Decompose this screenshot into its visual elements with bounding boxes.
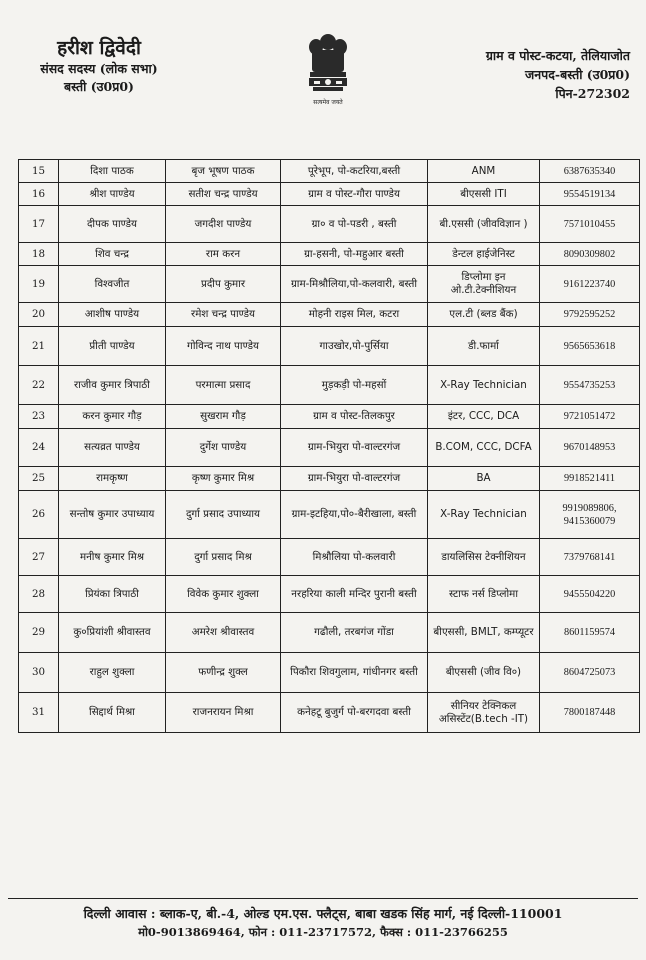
table-row — [19, 491, 640, 539]
candidate-name-cell: राजीव कुमार त्रिपाठी — [59, 366, 166, 405]
qualification-cell: B.COM, CCC, DCFA — [428, 429, 540, 467]
mobile-number-cell: 7800187448 — [540, 693, 640, 733]
father-name-cell: रमेश चन्द्र पाण्डेय — [166, 303, 281, 327]
mobile-number-cell: 9161223740 — [540, 266, 640, 303]
table-row — [19, 206, 640, 243]
qualification-cell: बीएससी ITI — [428, 183, 540, 206]
address-cell: गढौली, तरबगंज गोंडा — [281, 613, 428, 653]
candidate-name-cell: दीपक पाण्डेय — [59, 206, 166, 243]
address-cell: ग्रा० व पो-पडरी , बस्ती — [281, 206, 428, 243]
candidate-name-cell: दिशा पाठक — [59, 160, 166, 183]
mobile-number-cell: 8090309802 — [540, 243, 640, 266]
qualification-cell: सीनियर टेक्निकल असिस्टेंट(B.tech -IT) — [428, 693, 540, 733]
address-cell: मिश्रौलिया पो-कलवारी — [281, 539, 428, 576]
address-cell: ग्रा-हसनी, पो-महुआर बस्ती — [281, 243, 428, 266]
table-row — [19, 243, 640, 266]
mobile-number-cell: 8601159574 — [540, 613, 640, 653]
father-name-cell: दुर्गेश पाण्डेय — [166, 429, 281, 467]
mobile-number-cell: 9565653618 — [540, 327, 640, 366]
qualification-cell: BA — [428, 467, 540, 491]
candidate-name-cell: शिव चन्द्र — [59, 243, 166, 266]
father-name-cell: सतीश चन्द्र पाण्डेय — [166, 183, 281, 206]
father-name-cell: गोविन्द नाथ पाण्डेय — [166, 327, 281, 366]
row-number-cell: 15 — [19, 160, 59, 183]
row-number-cell: 27 — [19, 539, 59, 576]
candidate-name-cell: मनीष कुमार मिश्र — [59, 539, 166, 576]
qualification-cell: X-Ray Technician — [428, 491, 540, 539]
row-number-cell: 22 — [19, 366, 59, 405]
row-number-cell: 18 — [19, 243, 59, 266]
qualification-cell: डिप्लोमा इन ओ.टी.टेक्नीशियन — [428, 266, 540, 303]
mobile-number-cell: 7571010455 — [540, 206, 640, 243]
father-name-cell: दुर्गा प्रसाद मिश्र — [166, 539, 281, 576]
qualification-cell: ANM — [428, 160, 540, 183]
table-row — [19, 429, 640, 467]
table-row — [19, 303, 640, 327]
father-name-cell: अमरेश श्रीवास्तव — [166, 613, 281, 653]
row-number-cell: 26 — [19, 491, 59, 539]
row-number-cell: 30 — [19, 653, 59, 693]
row-number-cell: 29 — [19, 613, 59, 653]
qualification-cell: एल.टी (ब्लड बैंक) — [428, 303, 540, 327]
address-cell: पिकौरा शिवगुलाम, गांधीनगर बस्ती — [281, 653, 428, 693]
table-row — [19, 467, 640, 491]
candidate-table-body — [19, 160, 640, 733]
national-emblem — [298, 30, 358, 112]
address-cell: ग्राम-मिश्रौलिया,पो-कलवारी, बस्ती — [281, 266, 428, 303]
father-name-cell: दुर्गा प्रसाद उपाध्याय — [166, 491, 281, 539]
qualification-cell: डायलिसिस टेक्नीशियन — [428, 539, 540, 576]
table-row — [19, 405, 640, 429]
row-number-cell: 23 — [19, 405, 59, 429]
qualification-cell: बीएससी, BMLT, कम्प्यूटर — [428, 613, 540, 653]
footer-divider — [8, 898, 638, 899]
mobile-number-cell: 9554735253 — [540, 366, 640, 405]
father-name-cell: परमात्मा प्रसाद — [166, 366, 281, 405]
table-row — [19, 653, 640, 693]
candidate-name-cell: श्रीश पाण्डेय — [59, 183, 166, 206]
address-cell: नरहरिया काली मन्दिर पुरानी बस्ती — [281, 576, 428, 613]
address-cell: ग्राम-भियुरा पो-वाल्टरगंज — [281, 429, 428, 467]
father-name-cell: राजनरायन मिश्रा — [166, 693, 281, 733]
candidate-name-cell: प्रियंका त्रिपाठी — [59, 576, 166, 613]
mp-name: हरीश द्विवेदी — [57, 37, 141, 59]
address-cell: पूरेभूप, पो-कटरिया,बस्ती — [281, 160, 428, 183]
table-row — [19, 327, 640, 366]
row-number-cell: 16 — [19, 183, 59, 206]
father-name-cell: बृज भूषण पाठक — [166, 160, 281, 183]
candidate-name-cell: प्रीती पाण्डेय — [59, 327, 166, 366]
address-cell: कनेहटू बुजुर्ग पो-बरगदवा बस्ती — [281, 693, 428, 733]
address-cell: ग्राम व पोस्ट-तिलकपुर — [281, 405, 428, 429]
national-emblem-icon — [306, 30, 350, 98]
mp-designation: संसद सदस्य (लोक सभा) — [40, 61, 158, 76]
candidate-name-cell: सत्यव्रत पाण्डेय — [59, 429, 166, 467]
candidate-name-cell: रामकृष्ण — [59, 467, 166, 491]
mobile-number-cell: 9670148953 — [540, 429, 640, 467]
qualification-cell: X-Ray Technician — [428, 366, 540, 405]
candidate-name-cell: राहुल शुक्ला — [59, 653, 166, 693]
table-row — [19, 613, 640, 653]
mobile-number-cell: 9792595252 — [540, 303, 640, 327]
mobile-number-cell: 6387635340 — [540, 160, 640, 183]
mobile-number-cell: 9918521411 — [540, 467, 640, 491]
father-name-cell: कृष्ण कुमार मिश्र — [166, 467, 281, 491]
emblem-motto: सत्यमेव जयते — [313, 99, 343, 106]
father-name-cell: राम करन — [166, 243, 281, 266]
footer — [0, 904, 646, 941]
father-name-cell: फणीन्द्र शुक्ल — [166, 653, 281, 693]
qualification-cell: इंटर, CCC, DCA — [428, 405, 540, 429]
row-number-cell: 19 — [19, 266, 59, 303]
mobile-number-cell: 9554519134 — [540, 183, 640, 206]
row-number-cell: 24 — [19, 429, 59, 467]
mobile-number-cell: 9455504220 — [540, 576, 640, 613]
address-cell: मुड़कड़ी पो-महसों — [281, 366, 428, 405]
address-cell: ग्राम व पोस्ट-गौरा पाण्डेय — [281, 183, 428, 206]
table-row — [19, 576, 640, 613]
mobile-number-cell: 7379768141 — [540, 539, 640, 576]
candidate-name-cell: करन कुमार गौड़ — [59, 405, 166, 429]
row-number-cell: 25 — [19, 467, 59, 491]
table-row — [19, 183, 640, 206]
father-name-cell: विवेक कुमार शुक्ला — [166, 576, 281, 613]
row-number-cell: 17 — [19, 206, 59, 243]
contact-numbers: मो0-9013869464, फोन : 011-23717572, फैक्स : 011-23766255 — [138, 925, 508, 939]
row-number-cell: 28 — [19, 576, 59, 613]
table-row — [19, 266, 640, 303]
address-pin: पिन-272302 — [555, 86, 630, 101]
address-district: जनपद-बस्ती (उ0प्र0) — [524, 67, 630, 82]
table-row — [19, 693, 640, 733]
mp-constituency: बस्ती (उ0प्र0) — [64, 79, 134, 94]
qualification-cell: बीएससी (जीव वि०) — [428, 653, 540, 693]
mobile-number-cell: 8604725073 — [540, 653, 640, 693]
candidate-name-cell: कु०प्रियांशी श्रीवास्तव — [59, 613, 166, 653]
row-number-cell: 20 — [19, 303, 59, 327]
mobile-number-cell: 9919089806, 9415360079 — [540, 491, 640, 539]
candidate-name-cell: विश्वजीत — [59, 266, 166, 303]
candidate-table — [18, 159, 640, 733]
qualification-cell: स्टाफ नर्स डिप्लोमा — [428, 576, 540, 613]
qualification-cell: डेन्टल हाईजेनिस्ट — [428, 243, 540, 266]
delhi-address: दिल्ली आवास : ब्लाक-ए, बी.-4, ओल्ड एम.एस. फ्लैट्स, बाबा खडक सिंह मार्ग, नई दिल्ली-110001 — [83, 906, 563, 921]
mobile-number-cell: 9721051472 — [540, 405, 640, 429]
address-village: ग्राम व पोस्ट-कटया, तेलियाजोत — [485, 48, 630, 63]
table-row — [19, 160, 640, 183]
table-row — [19, 539, 640, 576]
qualification-cell: डी.फार्मा — [428, 327, 540, 366]
address-cell: ग्राम-भियुरा पो-वाल्टरगंज — [281, 467, 428, 491]
row-number-cell: 21 — [19, 327, 59, 366]
candidate-name-cell: आशीष पाण्डेय — [59, 303, 166, 327]
father-name-cell: प्रदीप कुमार — [166, 266, 281, 303]
father-name-cell: सुखराम गौड़ — [166, 405, 281, 429]
row-number-cell: 31 — [19, 693, 59, 733]
address-cell: मोहनी राइस मिल, कटरा — [281, 303, 428, 327]
address-cell: गाउखोर,पो-पुर्सिया — [281, 327, 428, 366]
table-row — [19, 366, 640, 405]
address-cell: ग्राम-इटहिया,पो०-बैरीखाला, बस्ती — [281, 491, 428, 539]
candidate-name-cell: सिद्दार्थ मिश्रा — [59, 693, 166, 733]
father-name-cell: जगदीश पाण्डेय — [166, 206, 281, 243]
mp-address-block — [400, 46, 630, 103]
mp-info-block — [24, 36, 174, 96]
qualification-cell: बी.एससी (जीवविज्ञान ) — [428, 206, 540, 243]
candidate-name-cell: सन्तोष कुमार उपाध्याय — [59, 491, 166, 539]
